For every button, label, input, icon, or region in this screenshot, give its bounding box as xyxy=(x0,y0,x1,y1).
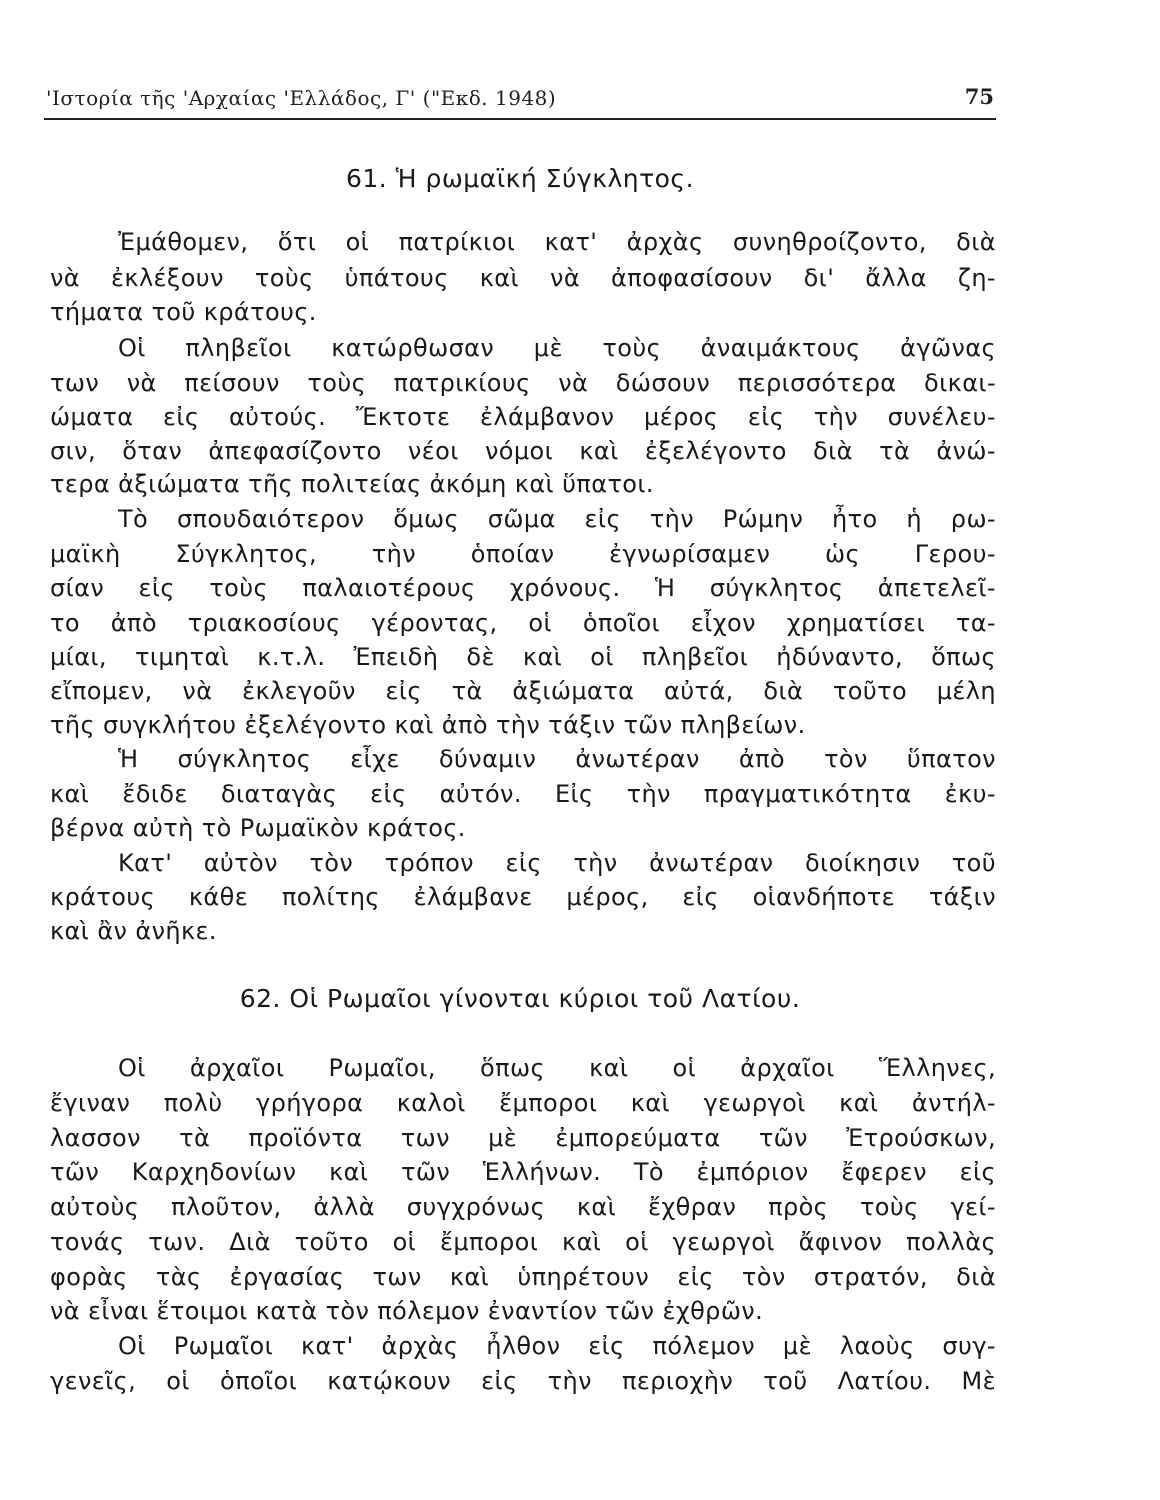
page-header xyxy=(44,78,996,120)
text-line: τερα ἀξιώματα τῆς πολιτείας ἀκόμη καὶ ὕπατοι. xyxy=(50,470,654,498)
text-line: τῆς συγκλήτου ἐξελέγοντο καὶ ἀπὸ τὴν τάξιν τῶν πληβείων. xyxy=(50,711,806,739)
text-line: Οἱ ἀρχαῖοι Ρωμαῖοι, ὅπως καὶ οἱ ἀρχαῖοι Ἕλληνες, xyxy=(118,1054,996,1082)
text-line: καὶ ἔδιδε διαταγὰς εἰς αὐτόν. Εἰς τὴν πραγματικότητα ἐκυ- xyxy=(50,780,996,808)
section-62-heading: 62. Οἱ Ρωμαῖοι γίνονται κύριοι τοῦ Λατίου. xyxy=(239,984,801,1013)
text-line: Τὸ σπουδαιότερον ὅμως σῶμα εἰς τὴν Ρώμην ἦτο ἡ ρω- xyxy=(118,505,996,533)
text-line: γενεῖς, οἱ ὁποῖοι κατῴκουν εἰς τὴν περιοχὴν τοῦ Λατίου. Μὲ xyxy=(50,1367,996,1395)
section-61-heading: 61. Ἡ ρωμαϊκή Σύγκλητος. xyxy=(345,164,695,193)
page-number: 75 xyxy=(964,84,994,109)
text-line: τήματα τοῦ κράτους. xyxy=(50,298,317,326)
text-line: καὶ ἂν ἀνῆκε. xyxy=(50,917,217,945)
text-line: ώματα εἰς αὐτούς. Ἔκτοτε ἐλάμβανον μέρος εἰς τὴν συνέλευ- xyxy=(50,403,996,431)
text-line: ἔγιναν πολὺ γρήγορα καλοὶ ἔμποροι καὶ γεωργοὶ καὶ ἀντήλ- xyxy=(50,1089,996,1117)
text-line: το ἀπὸ τριακοσίους γέροντας, οἱ ὁποῖοι εἶχον χρηματίσει τα- xyxy=(50,609,996,637)
text-line: σιν, ὅταν ἀπεφασίζοντο νέοι νόμοι καὶ ἐξελέγοντο διὰ τὰ ἀνώ- xyxy=(50,437,996,465)
text-line: σίαν εἰς τοὺς παλαιοτέρους χρόνους. Ἡ σύγκλητος ἀπετελεῖ- xyxy=(50,574,996,602)
text-line: Ἡ σύγκλητος εἶχε δύναμιν ἀνωτέραν ἀπὸ τὸν ὕπατον xyxy=(118,745,996,773)
text-line: βέρνα αὐτὴ τὸ Ρωμαϊκὸν κράτος. xyxy=(50,814,466,842)
text-line: φορὰς τὰς ἐργασίας των καὶ ὑπηρέτουν εἰς τὸν στρατόν, διὰ xyxy=(50,1263,996,1291)
text-line: μίαι, τιμηταὶ κ.τ.λ. Ἐπειδὴ δὲ καὶ οἱ πληβεῖοι ἠδύναντο, ὅπως xyxy=(50,643,996,671)
text-line: μαϊκὴ Σύγκλητος, τὴν ὁποίαν ἐγνωρίσαμεν ὡς Γερου- xyxy=(50,540,996,568)
text-line: Κατ' αὐτὸν τὸν τρόπον εἰς τὴν ἀνωτέραν διοίκησιν τοῦ xyxy=(118,849,996,877)
text-line: τῶν Καρχηδονίων καὶ τῶν Ἑλλήνων. Τὸ ἐμπόριον ἔφερεν εἰς xyxy=(50,1158,996,1186)
text-line: λασσον τὰ προϊόντα των μὲ ἐμπορεύματα τῶν Ἐτρούσκων, xyxy=(50,1124,996,1152)
text-line: των νὰ πείσουν τοὺς πατρικίους νὰ δώσουν περισσότερα δικαι- xyxy=(50,369,996,397)
text-line: Οἱ Ρωμαῖοι κατ' ἀρχὰς ἦλθον εἰς πόλεμον μὲ λαοὺς συγ- xyxy=(118,1332,996,1360)
text-line: Οἱ πληβεῖοι κατώρθωσαν μὲ τοὺς ἀναιμάκτους ἀγῶνας xyxy=(118,334,996,362)
text-line: νὰ εἶναι ἕτοιμοι κατὰ τὸν πόλεμον ἐναντίον τῶν ἐχθρῶν. xyxy=(50,1297,764,1325)
text-line: Ἐμάθομεν, ὅτι οἱ πατρίκιοι κατ' ἀρχὰς συνηθροίζοντο, διὰ xyxy=(118,228,996,256)
text-line: αὐτοὺς πλοῦτον, ἀλλὰ συγχρόνως καὶ ἔχθραν πρὸς τοὺς γεί- xyxy=(50,1193,996,1221)
text-line: εἴπομεν, νὰ ἐκλεγοῦν εἰς τὰ ἀξιώματα αὐτά, διὰ τοῦτο μέλη xyxy=(50,677,996,705)
text-line: κράτους κάθε πολίτης ἐλάμβανε μέρος, εἰς οἱανδήποτε τάξιν xyxy=(50,883,996,911)
text-line: νὰ ἐκλέξουν τοὺς ὑπάτους καὶ νὰ ἀποφασίσουν δι' ἄλλα ζη- xyxy=(50,264,996,292)
running-title: 'Ιστορία τῆς 'Αρχαίας 'Ελλάδος, Γ' ("Εκδ. 1948) xyxy=(46,86,557,110)
text-line: τονάς των. Διὰ τοῦτο οἱ ἔμποροι καὶ οἱ γεωργοὶ ἄφινον πολλὰς xyxy=(50,1228,996,1256)
